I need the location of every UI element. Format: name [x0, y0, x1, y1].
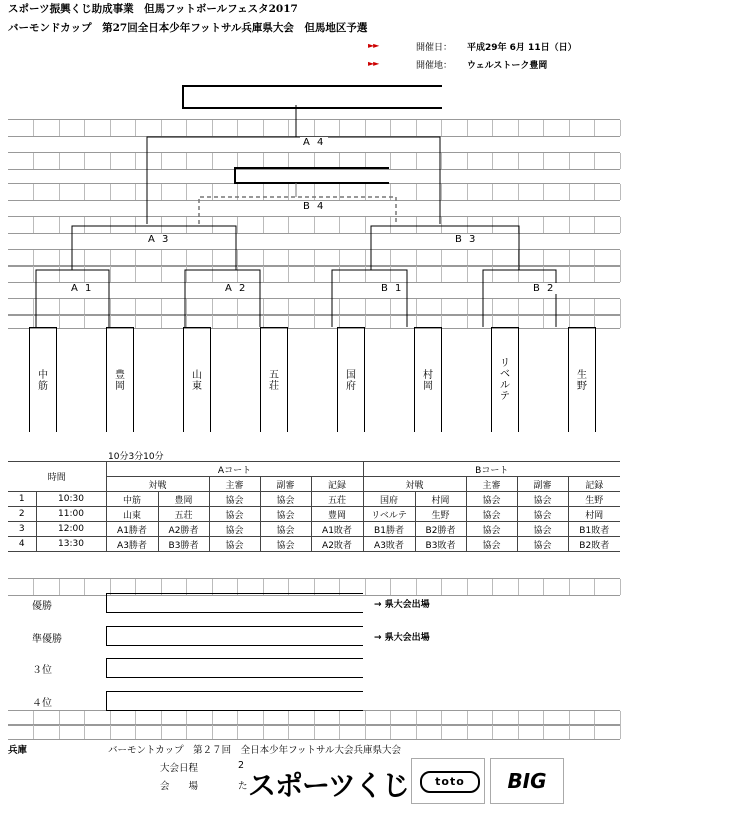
team-column	[106, 327, 134, 432]
rank-runnerup-label: 準優勝	[32, 634, 62, 645]
title-line-1: スポーツ振興くじ助成事業 但馬フットボールフェスタ2017	[8, 3, 298, 15]
cell: B2勝者	[415, 522, 466, 537]
sub-header: 主審	[466, 477, 517, 492]
toto-logo	[411, 758, 485, 804]
team-column	[414, 327, 442, 432]
date-label: 開催日：	[416, 43, 453, 53]
cell: 協会	[517, 507, 568, 522]
team-name: 豊岡	[115, 370, 125, 392]
footer-schedule-value: 2	[238, 760, 245, 771]
advance-note-1: → 県大会出場	[374, 600, 430, 610]
footer-venue-value: た	[238, 781, 248, 792]
cell: リベルテ	[363, 507, 415, 522]
row-no: 2	[8, 507, 36, 522]
cell: B3敗者	[415, 537, 466, 552]
big-logo-text: BIG	[507, 769, 547, 793]
cell: A3敗者	[363, 537, 415, 552]
schedule-table	[8, 461, 620, 552]
round-label-a3: A 3	[145, 234, 173, 245]
footer-venue-label: 会 場	[160, 781, 199, 792]
cell: A2勝者	[158, 522, 209, 537]
venue-label: 開催地：	[416, 61, 453, 71]
cell: 協会	[260, 492, 311, 507]
big-logo	[490, 758, 564, 804]
rank-runnerup-box	[106, 626, 363, 646]
date-arrow-icon: ►►	[368, 41, 379, 50]
cell: 協会	[517, 492, 568, 507]
cell: 生野	[415, 507, 466, 522]
grid-band	[8, 724, 620, 740]
rank-third-label: ３位	[32, 665, 52, 676]
footer-prefecture: 兵庫	[8, 745, 28, 756]
team-column	[337, 327, 365, 432]
team-name: 五荘	[269, 370, 279, 392]
cell: 村岡	[415, 492, 466, 507]
cell: 豊岡	[158, 492, 209, 507]
cell: 生野	[568, 492, 620, 507]
time-header: 時間	[8, 462, 106, 492]
cell: 中筋	[106, 492, 158, 507]
team-column	[29, 327, 57, 432]
round-label-a2: A 2	[222, 283, 250, 294]
team-name: 生野	[577, 370, 587, 392]
row-time: 13:30	[36, 537, 106, 552]
cell: 協会	[466, 522, 517, 537]
cell: 協会	[466, 537, 517, 552]
cell: 協会	[517, 537, 568, 552]
row-no: 3	[8, 522, 36, 537]
row-time: 12:00	[36, 522, 106, 537]
round-label-b1: B 1	[378, 283, 406, 294]
sub-header: 記録	[311, 477, 363, 492]
cell: 五荘	[311, 492, 363, 507]
row-time: 11:00	[36, 507, 106, 522]
footer-event: バーモントカップ 第２７回 全日本少年フットサル大会兵庫県大会	[108, 745, 401, 756]
sub-header: 記録	[568, 477, 620, 492]
rank-fourth-box	[106, 691, 363, 711]
rank-third-box	[106, 658, 363, 678]
cell: 山東	[106, 507, 158, 522]
rank-winner-box	[106, 593, 363, 613]
date-value: 平成29年 6月 11日（日）	[467, 43, 577, 53]
table-row	[8, 492, 620, 507]
rank-fourth-label: ４位	[32, 698, 52, 709]
venue-value: ウェルストーク豊岡	[467, 61, 548, 71]
cell: 五荘	[158, 507, 209, 522]
toto-logo-text: toto	[420, 771, 480, 793]
round-label-b4: B 4	[300, 201, 328, 212]
cell: 協会	[260, 537, 311, 552]
round-label-a1: A 1	[68, 283, 96, 294]
venue-arrow-icon: ►►	[368, 59, 379, 68]
cell: 協会	[466, 492, 517, 507]
team-column	[568, 327, 596, 432]
table-row	[8, 537, 620, 552]
cell: A3勝者	[106, 537, 158, 552]
row-no: 4	[8, 537, 36, 552]
court-a-header: Aコート	[106, 462, 363, 477]
cell: 国府	[363, 492, 415, 507]
court-b-header: Bコート	[363, 462, 620, 477]
title-line-2: バーモンドカップ 第27回全日本少年フットサル兵庫県大会 但馬地区予選	[8, 22, 368, 34]
cell: B1敗者	[568, 522, 620, 537]
cell: 村岡	[568, 507, 620, 522]
cell: 豊岡	[311, 507, 363, 522]
team-column	[260, 327, 288, 432]
cell: 協会	[260, 507, 311, 522]
cell: 協会	[466, 507, 517, 522]
cell: 協会	[517, 522, 568, 537]
team-name: 村岡	[423, 370, 433, 392]
sub-header: 副審	[260, 477, 311, 492]
sportskuji-logo: スポーツくじ	[248, 769, 409, 802]
team-column	[491, 327, 519, 432]
round-label-b2: B 2	[530, 283, 558, 294]
cell: 協会	[209, 522, 260, 537]
team-name: リベルテ	[500, 358, 510, 402]
cell: 協会	[209, 537, 260, 552]
team-column	[183, 327, 211, 432]
footer-schedule-label: 大会日程	[160, 763, 199, 774]
cell: B1勝者	[363, 522, 415, 537]
advance-note-2: → 県大会出場	[374, 633, 430, 643]
table-row	[8, 507, 620, 522]
team-name: 国府	[346, 370, 356, 392]
sub-header: 対戦	[106, 477, 209, 492]
cell: A1勝者	[106, 522, 158, 537]
cell: B2敗者	[568, 537, 620, 552]
table-row	[8, 522, 620, 537]
team-name: 中筋	[38, 370, 48, 392]
cell: A2敗者	[311, 537, 363, 552]
row-time: 10:30	[36, 492, 106, 507]
sub-header: 対戦	[363, 477, 466, 492]
cell: B3勝者	[158, 537, 209, 552]
round-label-a4: A 4	[300, 137, 328, 148]
cell: A1敗者	[311, 522, 363, 537]
match-format: 10分3分10分	[108, 452, 164, 462]
sub-header: 主審	[209, 477, 260, 492]
team-name: 山東	[192, 370, 202, 392]
cell: 協会	[209, 492, 260, 507]
cell: 協会	[260, 522, 311, 537]
round-label-b3: B 3	[452, 234, 480, 245]
sub-header: 副審	[517, 477, 568, 492]
row-no: 1	[8, 492, 36, 507]
cell: 協会	[209, 507, 260, 522]
rank-winner-label: 優勝	[32, 601, 52, 612]
